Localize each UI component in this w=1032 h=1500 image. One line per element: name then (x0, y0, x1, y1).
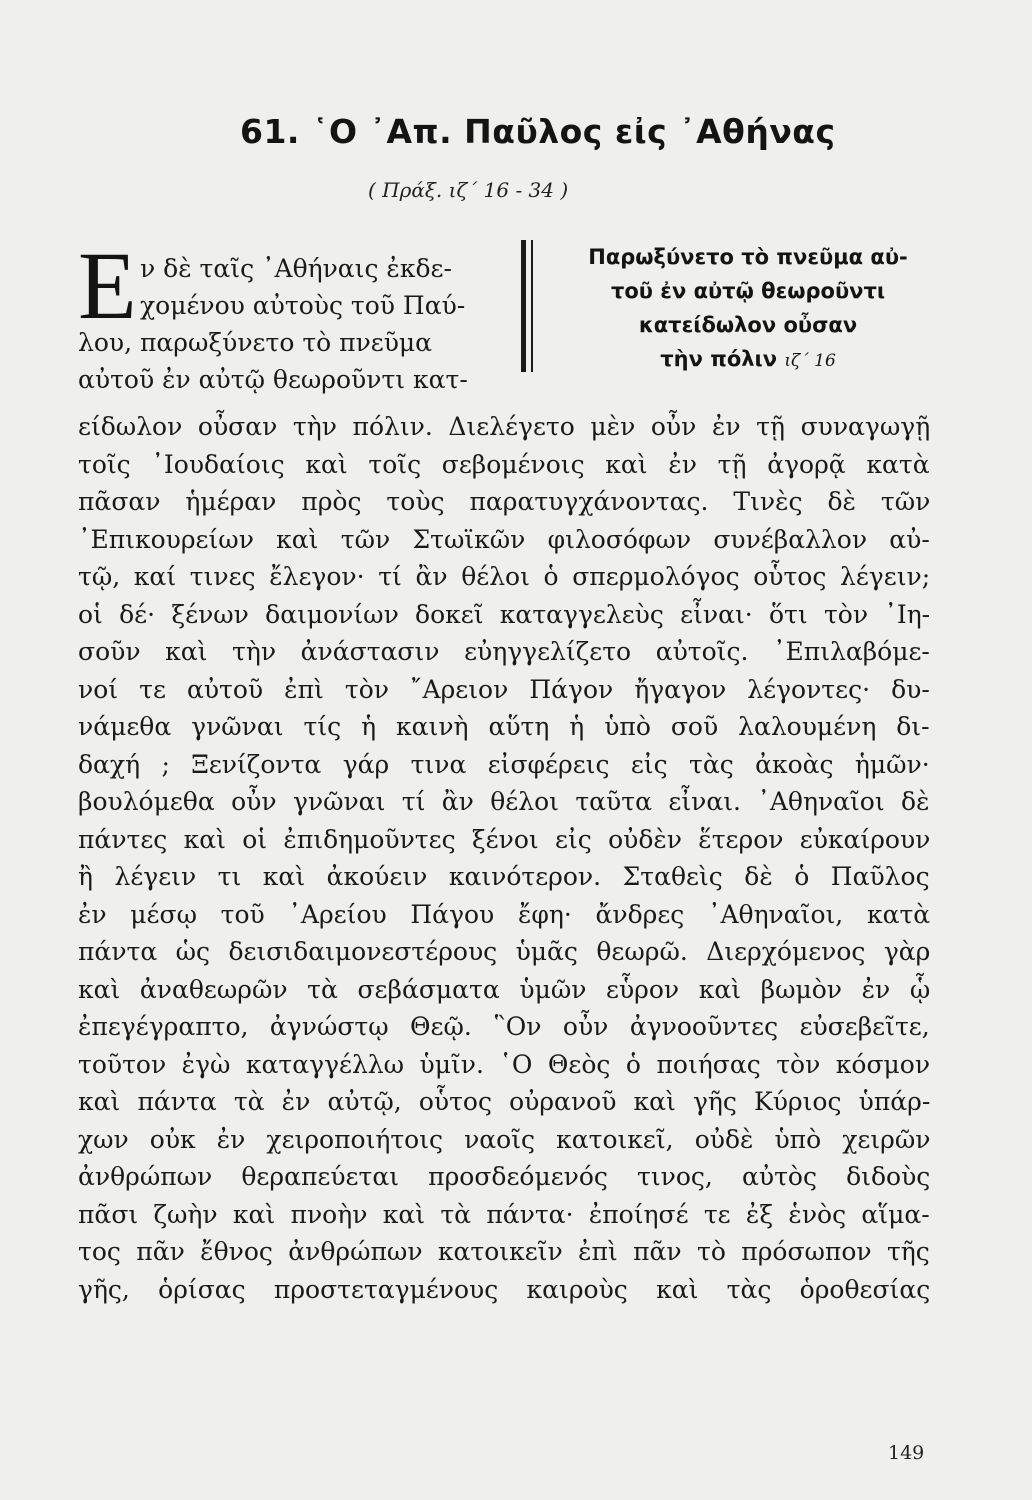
body-line: χων οὐκ ἐν χειροποιήτοις ναοῖς κατοικεῖ, οὐδὲ ὑπὸ χειρῶν (78, 1124, 931, 1154)
body-line: πάντες καὶ οἱ ἐπιδημοῦντες ξένοι εἰς οὐδὲν ἕτερον εὐκαίρουν (78, 824, 931, 854)
body-line: ἀνθρώπων θεραπεύεται προσδεόμενός τινος, αὐτὸς διδοὺς (78, 1162, 931, 1191)
margin-note-reference: ιζ΄ 16 (784, 351, 836, 371)
body-line: καὶ ἀναθεωρῶν τὰ σεβάσματα ὑμῶν εὗρον καὶ βωμὸν ἐν ᾧ (78, 974, 931, 1004)
opening-line: αὐτοῦ ἐν αὐτῷ θεωροῦντι κατ- (78, 365, 468, 394)
body-line: τῷ, καί τινες ἔλεγον· τί ἂν θέλοι ὁ σπερμολόγος οὗτος λέγειν; (78, 562, 931, 591)
body-line: νάμεθα γνῶναι τίς ἡ καινὴ αὕτη ἡ ὑπὸ σοῦ λαλουμένη δι- (78, 712, 930, 741)
body-line: βουλόμεθα οὖν γνῶναι τί ἂν θέλοι ταῦτα εἶναι. ᾿Αθηναῖοι δὲ (78, 787, 930, 816)
chapter-title: 61. ῾Ο ᾿Απ. Παῦλος εἰς ᾿Αθήνας (240, 112, 836, 151)
margin-note-line: κατείδωλον οὖσαν (638, 313, 858, 337)
page-number: 149 (888, 1442, 925, 1464)
body-line: ἐπεγέγραπτο, ἀγνώστῳ Θεῷ. ῝Ον οὖν ἀγνοοῦντες εὐσεβεῖτε, (78, 1012, 930, 1041)
margin-note-line: τὴν πόλιν (660, 347, 778, 371)
body-line: τοῦτον ἐγὼ καταγγέλλω ὑμῖν. ῾Ο Θεὸς ὁ ποιήσας τὸν κόσμον (78, 1049, 931, 1079)
body-text (78, 408, 930, 1308)
scripture-reference: ( Πράξ. ιζ΄ 16 - 34 ) (368, 178, 569, 202)
body-line: πᾶσαν ἡμέραν πρὸς τοὺς παρατυγχάνοντας. Τινὲς δὲ τῶν (78, 487, 931, 516)
body-line: ᾿Επικουρείων καὶ τῶν Στωϊκῶν φιλοσόφων συνέβαλλον αὐ- (78, 524, 930, 554)
body-line: είδωλον οὖσαν τὴν πόλιν. Διελέγετο μὲν οὖν ἐν τῇ συναγωγῇ (78, 412, 931, 441)
margin-rule (521, 240, 526, 372)
drop-capital: Ε (78, 232, 137, 339)
margin-rule-thin (531, 240, 533, 372)
body-line: δαχή ; Ξενίζοντα γάρ τινα εἰσφέρεις εἰς τὰς ἀκοὰς ἡμῶν· (78, 749, 930, 779)
body-line: πᾶσι ζωὴν καὶ πνοὴν καὶ τὰ πάντα· ἐποίησέ τε ἐξ ἑνὸς αἵμα- (78, 1199, 930, 1229)
margin-note-line-last (548, 342, 948, 378)
body-line: οἱ δέ· ξένων δαιμονίων δοκεῖ καταγγελεὺς εἶναι· ὅτι τὸν ᾿Ιη- (78, 599, 931, 629)
margin-note-line: τοῦ ἐν αὐτῷ θεωροῦντι (610, 279, 886, 303)
body-line: νοί τε αὐτοῦ ἐπὶ τὸν ῎Αρειον Πάγον ἤγαγον λέγοντες· δυ- (78, 674, 930, 704)
body-line: καὶ πάντα τὰ ἐν αὐτῷ, οὗτος οὐρανοῦ καὶ γῆς Κύριος ὑπάρ- (78, 1087, 931, 1116)
body-line: γῆς, ὁρίσας προστεταγμένους καιροὺς καὶ τὰς ὁροθεσίας (78, 1274, 931, 1304)
opening-line: λου, παρωξύνετο τὸ πνεῦμα (78, 328, 433, 357)
opening-line: χομένου αὐτοὺς τοῦ Παύ- (140, 291, 466, 320)
body-line: ἐν μέσῳ τοῦ ᾿Αρείου Πάγου ἔφη· ἄνδρες ᾿Αθηναῖοι, κατὰ (78, 899, 931, 929)
margin-note-line: Παρωξύνετο τὸ πνεῦμα αὐ- (588, 245, 908, 269)
margin-note (548, 240, 948, 378)
body-line: τοῖς ᾿Ιουδαίοις καὶ τοῖς σεβομένοις καὶ ἐν τῇ ἀγορᾷ κατὰ (78, 449, 930, 479)
opening-line: ν δὲ ταῖς ᾿Αθήναις ἐκδε- (140, 254, 452, 283)
body-line: σοῦν καὶ τὴν ἀνάστασιν εὐηγγελίζετο αὐτοῖς. ᾿Επιλαβόμε- (78, 637, 930, 666)
body-line: πάντα ὡς δεισιδαιμονεστέρους ὑμᾶς θεωρῶ. Διερχόμενος γὰρ (78, 937, 931, 966)
body-line: τος πᾶν ἔθνος ἀνθρώπων κατοικεῖν ἐπὶ πᾶν τὸ πρόσωπον τῆς (78, 1237, 930, 1266)
body-line: ἢ λέγειν τι καὶ ἀκούειν καινότερον. Σταθεὶς δὲ ὁ Παῦλος (78, 862, 930, 891)
